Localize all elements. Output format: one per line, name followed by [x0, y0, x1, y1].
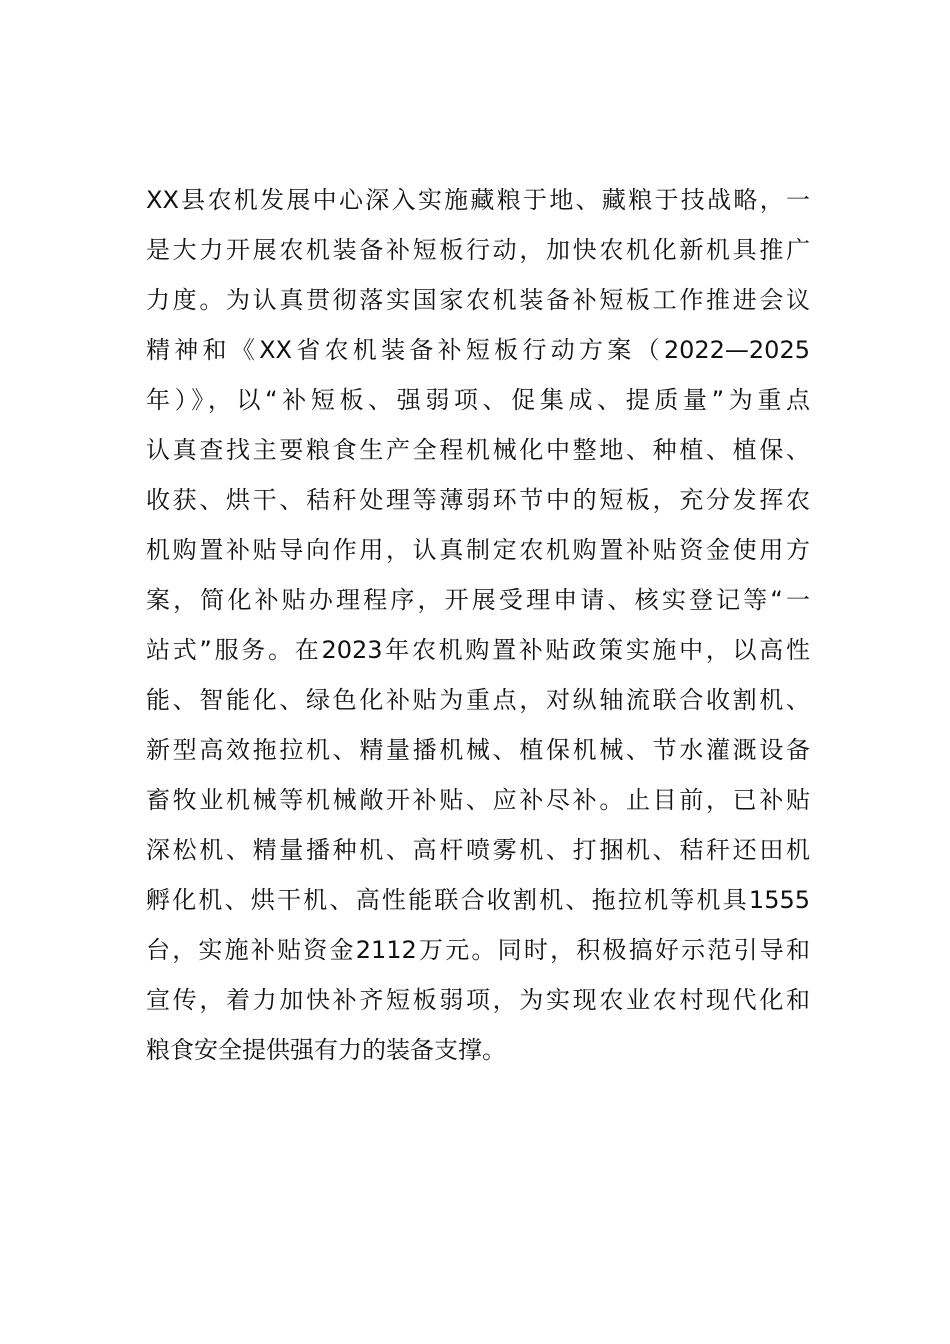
paragraph-line: 站式”服务。在2023年农机购置补贴政策实施中，以高性	[146, 636, 810, 664]
paragraph-line: 认真查找主要粮食生产全程机械化中整地、种植、植保、	[146, 436, 810, 464]
paragraph-line: 深松机、精量播种机、高杆喷雾机、打捆机、秸秆还田机	[146, 836, 810, 864]
body-paragraph	[146, 180, 810, 1080]
paragraph-line: 畜牧业机械等机械敞开补贴、应补尽补。止目前，已补贴	[146, 786, 810, 814]
paragraph-line: 年）》，以“补短板、强弱项、促集成、提质量”为重点	[146, 386, 810, 414]
paragraph-line: 孵化机、烘干机、高性能联合收割机、拖拉机等机具1555	[146, 886, 810, 914]
paragraph-line: 台，实施补贴资金2112万元。同时，积极搞好示范引导和	[146, 936, 810, 964]
paragraph-line: 粮食安全提供强有力的装备支撑。	[146, 1036, 506, 1064]
paragraph-line: 新型高效拖拉机、精量播机械、植保机械、节水灌溉设备	[146, 736, 810, 764]
paragraph-line: 力度。为认真贯彻落实国家农机装备补短板工作推进会议	[146, 286, 810, 314]
paragraph-line: 精神和《XX省农机装备补短板行动方案（2022—2025	[146, 336, 810, 364]
paragraph-line: 案，简化补贴办理程序，开展受理申请、核实登记等“一	[146, 586, 810, 614]
paragraph-line: 收获、烘干、秸秆处理等薄弱环节中的短板，充分发挥农	[146, 486, 810, 514]
paragraph-line: 能、智能化、绿色化补贴为重点，对纵轴流联合收割机、	[146, 686, 810, 714]
paragraph-line: 宣传，着力加快补齐短板弱项，为实现农业农村现代化和	[146, 986, 810, 1014]
paragraph-line: 机购置补贴导向作用，认真制定农机购置补贴资金使用方	[146, 536, 810, 564]
paragraph-line: 是大力开展农机装备补短板行动，加快农机化新机具推广	[146, 236, 810, 264]
paragraph-line: XX县农机发展中心深入实施藏粮于地、藏粮于技战略，一	[146, 186, 810, 214]
